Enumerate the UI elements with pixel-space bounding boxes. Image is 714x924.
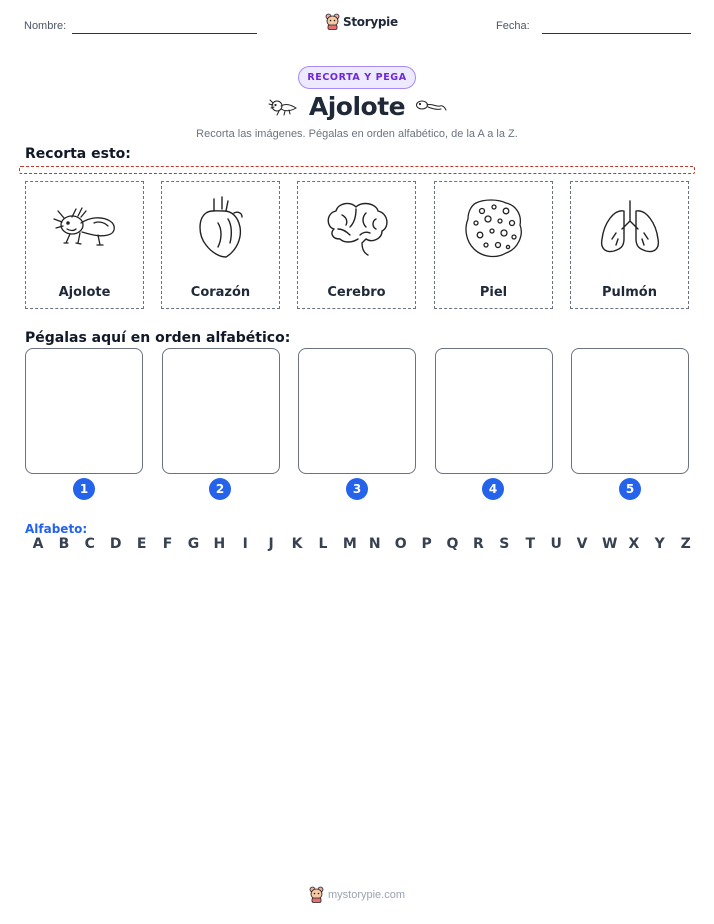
alphabet-letter: W bbox=[601, 536, 618, 552]
cut-card-pulmon[interactable] bbox=[570, 181, 689, 309]
tadpole-icon bbox=[415, 98, 447, 114]
name-line bbox=[72, 33, 257, 34]
slot-number: 4 bbox=[482, 478, 504, 500]
alphabet-row bbox=[32, 536, 692, 552]
alphabet-letter: M bbox=[342, 536, 357, 552]
alphabet-label: Alfabeto: bbox=[25, 522, 88, 536]
skin-icon bbox=[462, 197, 526, 259]
alphabet-letter: L bbox=[318, 536, 328, 552]
card-label: Cerebro bbox=[327, 285, 386, 300]
page-title: Ajolote bbox=[308, 92, 406, 121]
alphabet-letter: E bbox=[136, 536, 147, 552]
footer bbox=[0, 886, 714, 903]
alphabet-letter: F bbox=[162, 536, 173, 552]
date-label: Fecha: bbox=[496, 20, 530, 32]
axolotl-icon bbox=[50, 201, 120, 255]
instructions: Recorta las imágenes. Pégalas en orden alfabético, de la A a la Z. bbox=[196, 128, 518, 140]
alphabet-letter: Z bbox=[680, 536, 691, 552]
cut-heading: Recorta esto: bbox=[25, 146, 131, 162]
alphabet-letter: Q bbox=[446, 536, 459, 552]
paste-slot-4[interactable] bbox=[435, 348, 553, 474]
alphabet-letter: H bbox=[213, 536, 226, 552]
alphabet-letter: X bbox=[628, 536, 640, 552]
paste-slot-1[interactable] bbox=[25, 348, 143, 474]
alphabet-letter: A bbox=[32, 536, 44, 552]
brain-icon bbox=[322, 199, 392, 257]
lungs-icon bbox=[598, 199, 662, 257]
paste-slot-3[interactable] bbox=[298, 348, 416, 474]
alphabet-letter: N bbox=[368, 536, 381, 552]
alphabet-letter: U bbox=[550, 536, 562, 552]
alphabet-letter: S bbox=[499, 536, 510, 552]
alphabet-letter: G bbox=[187, 536, 200, 552]
alphabet-letter: I bbox=[242, 536, 248, 552]
alphabet-letter: T bbox=[525, 536, 535, 552]
bear-logo-icon bbox=[325, 13, 340, 30]
alphabet-letter: B bbox=[58, 536, 70, 552]
alphabet-letter: D bbox=[109, 536, 122, 552]
alphabet-letter: J bbox=[268, 536, 274, 552]
cut-card-piel[interactable] bbox=[434, 181, 553, 309]
card-label: Piel bbox=[479, 285, 508, 300]
title-row bbox=[0, 92, 714, 126]
paste-slot-2[interactable] bbox=[162, 348, 280, 474]
slot-number: 5 bbox=[619, 478, 641, 500]
slot-number: 2 bbox=[209, 478, 231, 500]
alphabet-letter: K bbox=[291, 536, 303, 552]
footer-url[interactable]: mystorypie.com bbox=[327, 888, 406, 901]
alphabet-letter: Y bbox=[654, 536, 665, 552]
cut-card-cerebro[interactable] bbox=[297, 181, 416, 309]
activity-badge: RECORTA Y PEGA bbox=[298, 66, 416, 89]
cut-card-ajolote[interactable] bbox=[25, 181, 144, 309]
paste-heading: Pégalas aquí en orden alfabético: bbox=[25, 330, 291, 346]
card-label: Corazón bbox=[190, 285, 251, 300]
alphabet-letter: O bbox=[394, 536, 407, 552]
slot-number: 1 bbox=[73, 478, 95, 500]
alphabet-letter: P bbox=[421, 536, 432, 552]
bear-logo-icon bbox=[309, 886, 324, 903]
slot-number: 3 bbox=[346, 478, 368, 500]
date-line bbox=[542, 33, 691, 34]
brand-name: Storypie bbox=[343, 14, 398, 29]
cut-card-corazon[interactable] bbox=[161, 181, 280, 309]
paste-slot-5[interactable] bbox=[571, 348, 689, 474]
heart-icon bbox=[196, 195, 246, 261]
alphabet-letter: R bbox=[473, 536, 484, 552]
brand-logo bbox=[325, 13, 398, 30]
alphabet-letter: C bbox=[84, 536, 95, 552]
card-label: Pulmón bbox=[602, 285, 657, 300]
card-label: Ajolote bbox=[58, 285, 111, 300]
alphabet-letter: V bbox=[576, 536, 588, 552]
cut-guide-line bbox=[19, 166, 695, 174]
name-label: Nombre: bbox=[24, 20, 67, 32]
